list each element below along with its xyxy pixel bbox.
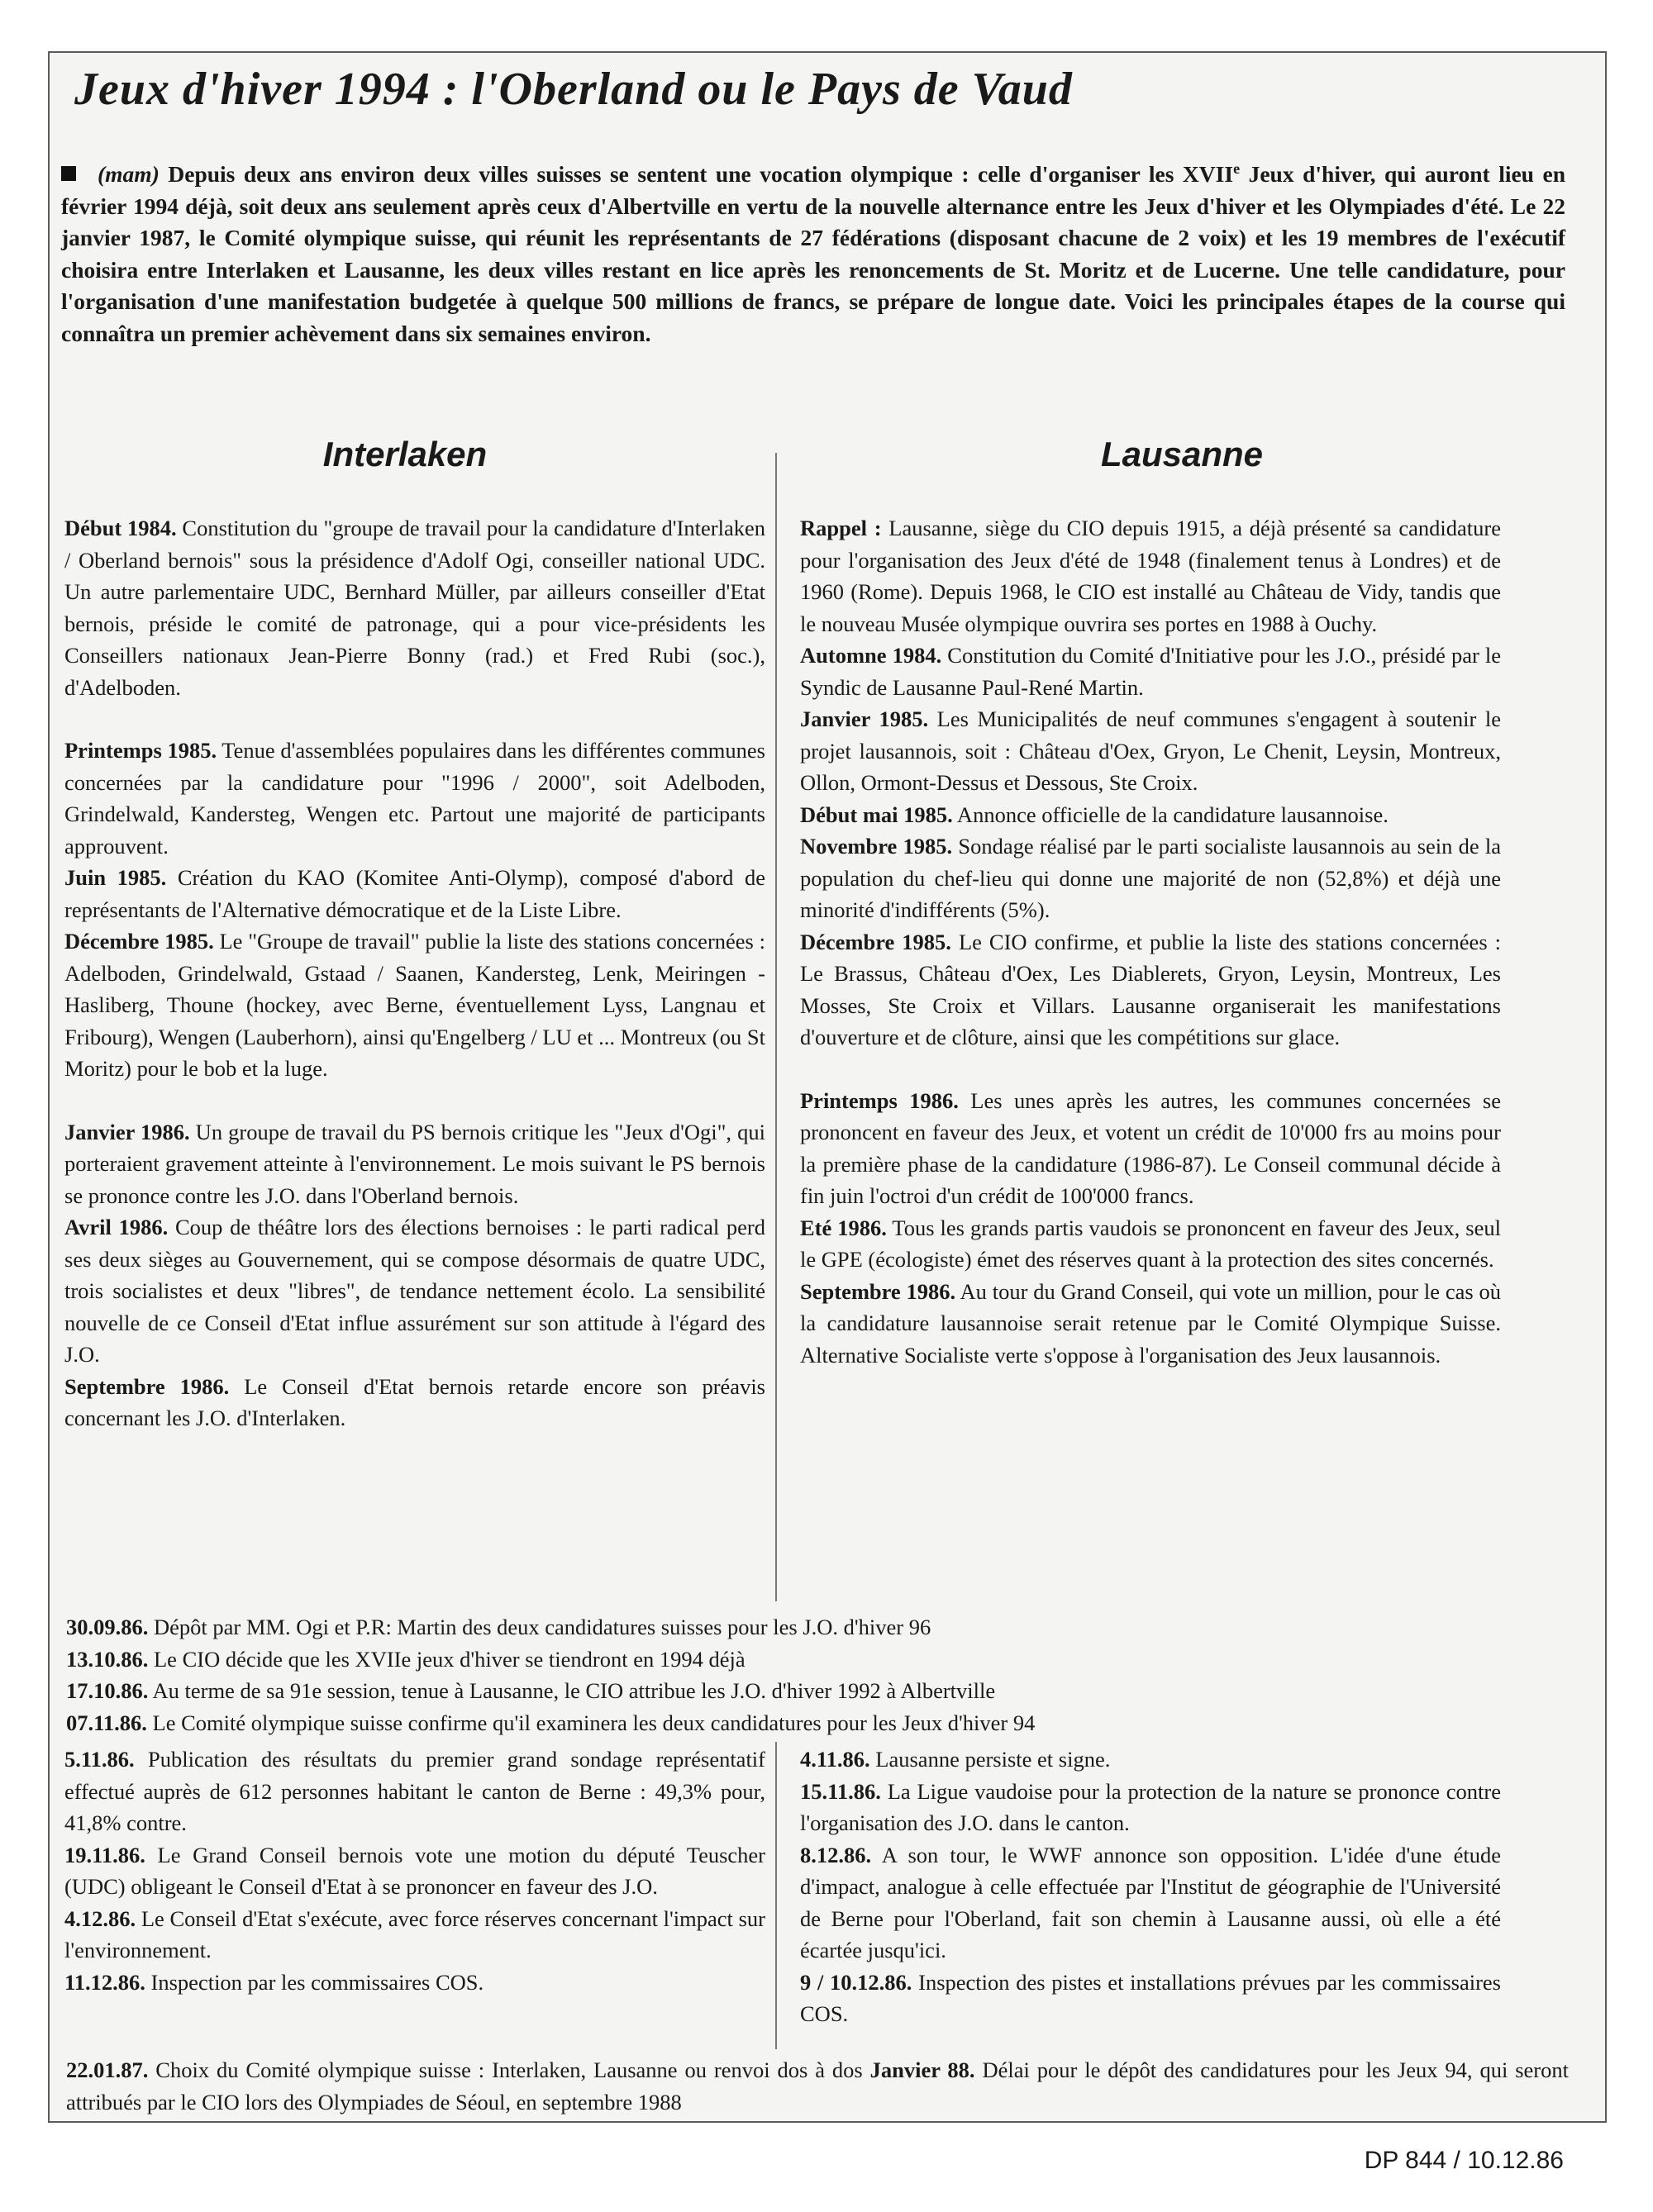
article-title: Jeux d'hiver 1994 : l'Oberland ou le Pays de Vaud: [74, 64, 1073, 115]
entry-date: Juin 1985.: [64, 865, 167, 890]
final-text-1: Choix du Comité olympique suisse : Interlaken, Lausanne ou renvoi dos à dos: [148, 2057, 870, 2082]
timeline-entry: [800, 1743, 1501, 1776]
final-date-2: Janvier 88.: [869, 2057, 975, 2082]
timeline-entry: [800, 1085, 1501, 1212]
timeline-entry: [64, 1839, 765, 1903]
entry-date: Septembre 1986.: [64, 1373, 230, 1399]
final-entry: [66, 2054, 1569, 2118]
entry-date: 9 / 10.12.86.: [800, 1969, 912, 1995]
intro-paragraph: [61, 159, 1565, 350]
entry-date: 5.11.86.: [64, 1747, 135, 1772]
entry-text: Au terme de sa 91e session, tenue à Lausanne, le CIO attribue les J.O. d'hiver 1992 à Albertville: [148, 1678, 996, 1703]
entry-text: Les Municipalités de neuf communes s'engagent à soutenir le projet lausannois, soit : Château d'Oex, Gryon, Le Chenit, Leysin, Montreux, Ollon, Ormont-Dessus et Dessous, Ste Croix.: [800, 706, 1501, 795]
entry-date: 19.11.86.: [64, 1842, 145, 1867]
timeline-entry: [800, 1967, 1501, 2030]
timeline-entry: [64, 1371, 765, 1434]
entry-text: Tous les grands partis vaudois se prononcent en faveur des Jeux, seul le GPE (écologiste) émet des réserves quant à la protection des sites concernés.: [800, 1215, 1501, 1272]
timeline-entry: [800, 512, 1501, 640]
intro-text-2: Jeux d'hiver, qui auront lieu en février 1994 déjà, soit deux ans seulement après ceux d'Albertville en vertu de la nouvelle alternance entre les Jeux d'hiver et les Olympiades d'été. Le 22 janvier 1987, le Comité olympique suisse, qui réunit les représentants de 27 fédérations (disposant chacune de 2 voix) et les 19 membres de l'exécutif choisira entre Interlaken et Lausanne, les deux villes restant en lice après les renoncements de St. Moritz et de Lucerne. Une telle candidature, pour l'organisation d'une manifestation budgetée à quelque 500 millions de francs, se prépare de longue date. Voici les principales étapes de la course qui connaîtra un premier achèvement dans six semaines environ.: [61, 161, 1565, 346]
intro-sup: e: [1233, 159, 1241, 177]
entry-text: Tenue d'assemblées populaires dans les différentes communes concernées par la candidature pour "1996 / 2000", soit Adelboden, Grindelwald, Kandersteg, Wengen etc. Partout une majorité de participants approuvent.: [64, 738, 765, 859]
entry-date: Rappel :: [800, 516, 882, 540]
entry-text: Lausanne persiste et signe.: [869, 1747, 1111, 1772]
entry-text: Le "Groupe de travail" publie la liste des stations concernées : Adelboden, Grindelwald, Gstaad / Saanen, Kandersteg, Lenk, Meiringen - Hasliberg, Thoune (hockey, avec Berne, éventuellement Lyss, Langnau et Fribourg), Wengen (Lauberhorn), ainsi qu'Engelberg / LU et ... Montreux (ou St Moritz) pour le bob et la luge.: [64, 929, 766, 1081]
square-bullet-icon: [61, 166, 76, 181]
entry-date: Janvier 1985.: [800, 706, 929, 731]
timeline-entry: [800, 830, 1501, 926]
entry-date: 11.12.86.: [64, 1969, 145, 1995]
entry-text: Le CIO décide que les XVIIe jeux d'hiver se tiendront en 1994 déjà: [148, 1646, 746, 1672]
timeline-entry: [800, 703, 1501, 799]
timeline-entry: [800, 1212, 1501, 1276]
final-date-1: 22.01.87.: [66, 2057, 149, 2082]
entry-text: Publication des résultats du premier grand sondage représentatif effectué auprès de 612 personnes habitant le canton de Berne : 49,3% pour, 41,8% contre.: [64, 1747, 765, 1835]
entry-date: 30.09.86.: [66, 1615, 149, 1639]
entry-date: Avril 1986.: [64, 1215, 169, 1239]
timeline-entry: [800, 799, 1501, 831]
entry-text: Au tour du Grand Conseil, qui vote un million, pour le cas où la candidature lausannoise serait retenue par le Comité Olympique Suisse. Alternative Socialiste verte s'oppose à l'organisation des Jeux lausannois.: [800, 1278, 1501, 1368]
entry-text: Lausanne, siège du CIO depuis 1915, a déjà présenté sa candidature pour l'organisation des Jeux d'été de 1948 (finalement tenus à Londres) et de 1960 (Rome). Depuis 1968, le CIO est installé au Château de Vidy, tandis que le nouveau Musée olympique ouvrira ses portes en 1988 à Ouchy.: [800, 516, 1501, 636]
entry-text: Un groupe de travail du PS bernois critique les "Jeux d'Ogi", qui porteraient gravement atteinte à l'environnement. Le mois suivant le PS bernois se prononce contre les J.O. dans l'Oberland bernois.: [64, 1119, 765, 1208]
entry-date: Automne 1984.: [800, 643, 942, 668]
entry-date: Décembre 1985.: [64, 929, 214, 954]
entry-text: Constitution du Comité d'Initiative pour les J.O., présidé par le Syndic de Lausanne Paul-René Martin.: [800, 643, 1501, 700]
entry-date: 07.11.86.: [66, 1710, 147, 1735]
entry-date: Printemps 1985.: [64, 738, 217, 763]
entry-text: Le Comité olympique suisse confirme qu'il examinera les deux candidatures pour les Jeux d'hiver 94: [146, 1710, 1036, 1735]
timeline-entry: [64, 1211, 765, 1371]
entry-date: Janvier 1986.: [64, 1119, 190, 1144]
interlaken-timeline: [64, 512, 765, 1434]
lausanne-timeline: [800, 512, 1501, 1371]
timeline-entry: [64, 512, 765, 703]
entry-text: Inspection des pistes et installations prévues par les commissaires COS.: [800, 1969, 1501, 2026]
entry-text: La Ligue vaudoise pour la protection de la nature se prononce contre l'organisation des J.O. dans le canton.: [800, 1778, 1501, 1835]
entry-date: Eté 1986.: [800, 1215, 887, 1240]
timeline-entry: [800, 1276, 1501, 1372]
entry-date: Novembre 1985.: [800, 834, 953, 859]
interlaken-timeline-late: [64, 1743, 765, 1998]
page-reference: DP 844 / 10.12.86: [1364, 2147, 1564, 2174]
entry-date: 4.12.86.: [64, 1905, 136, 1931]
timeline-entry: [66, 1707, 1569, 1739]
timeline-entry: [64, 735, 765, 862]
entry-date: 15.11.86.: [800, 1778, 881, 1804]
entry-date: Printemps 1986.: [800, 1087, 959, 1113]
entry-text: Le Conseil d'Etat s'exécute, avec force réserves concernant l'impact sur l'environnement.: [64, 1905, 765, 1962]
lausanne-heading: Lausanne: [1100, 435, 1264, 473]
entry-text: Les unes après les autres, les communes concernées se prononcent en faveur des Jeux, et votent un crédit de 10'000 frs au moins pour la première phase de la candidature (1986-87). Le Conseil communal décide à fin juin l'octroi d'un crédit de 100'000 francs.: [800, 1087, 1501, 1208]
entry-text: Le Grand Conseil bernois vote une motion du député Teuscher (UDC) obligeant le Conseil d'Etat à se prononcer en faveur des J.O.: [64, 1842, 765, 1899]
entry-text: A son tour, le WWF annonce son opposition. L'idée d'une étude d'impact, analogue à celle effectuée par l'Institut de géographie de l'Université de Berne pour l'Oberland, fait son chemin à Lausanne aussi, où elle a été écartée jusqu'ici.: [800, 1842, 1501, 1962]
timeline-entry: [64, 925, 765, 1085]
timeline-entry: [64, 1967, 765, 1999]
entry-date: 8.12.86.: [800, 1842, 872, 1867]
entry-date: Septembre 1986.: [800, 1278, 956, 1304]
intro-text-1: Depuis deux ans environ deux villes suisses se sentent une vocation olympique : celle d'organiser les XVII: [168, 161, 1234, 187]
timeline-entry: [800, 640, 1501, 703]
entry-date: 13.10.86.: [66, 1646, 149, 1672]
timeline-entry: [800, 1776, 1501, 1839]
entry-text: Le CIO confirme, et publie la liste des stations concernées : Le Brassus, Château d'Oex, Les Diablerets, Gryon, Leysin, Montreux, Les Mosses, Ste Croix et Villars. Lausanne organiserait les manifestations d'ouverture et de clôture, ainsi que les compétitions sur glace.: [800, 929, 1502, 1049]
timeline-entry: [66, 1675, 1569, 1707]
interlaken-heading: Interlaken: [322, 435, 488, 473]
timeline-entry: [800, 926, 1501, 1054]
entry-text: Coup de théâtre lors des élections bernoises : le parti radical perd ses deux sièges au Gouvernement, qui se compose désormais de quatre UDC, trois socialistes et deux "libres", de tendance nettement écolo. La sensibilité nouvelle de ce Conseil d'Etat influe assurément sur son attitude à l'égard des J.O.: [64, 1215, 765, 1367]
final-text-2: Délai pour le dépôt des candidatures pour les Jeux 94, qui seront attribués par le CIO lors des Olympiades de Séoul, en septembre 1988: [66, 2057, 1569, 2114]
entry-text: Constitution du "groupe de travail pour la candidature d'Interlaken / Oberland bernois" sous la présidence d'Adolf Ogi, conseiller national UDC. Un autre parlementaire UDC, Bernhard Müller, par ailleurs conseiller d'Etat bernois, préside le comité de patronage, qui a pour vice-présidents les Conseillers nationaux Jean-Pierre Bonny (rad.) et Fred Rubi (soc.), d'Adelboden.: [64, 516, 765, 700]
lausanne-timeline-late: [800, 1743, 1501, 2030]
entry-text: Le Conseil d'Etat bernois retarde encore son préavis concernant les J.O. d'Interlaken.: [64, 1373, 765, 1430]
timeline-entry: [64, 1743, 765, 1839]
entry-text: Annonce officielle de la candidature lausannoise.: [952, 802, 1389, 827]
timeline-entry: [64, 862, 765, 925]
entry-date: Décembre 1985.: [800, 929, 951, 954]
entry-date: Début mai 1985.: [800, 802, 953, 827]
timeline-entry: [64, 1116, 765, 1212]
timeline-entry: [66, 1644, 1569, 1676]
timeline-entry: [64, 1903, 765, 1967]
entry-text: Création du KAO (Komitee Anti-Olymp), composé d'abord de représentants de l'Alternative démocratique et de la Liste Libre.: [64, 865, 765, 922]
entry-date: Début 1984.: [64, 516, 177, 540]
shared-timeline: [66, 1611, 1569, 1739]
entry-text: Dépôt par MM. Ogi et P.R: Martin des deux candidatures suisses pour les J.O. d'hiver 96: [148, 1615, 931, 1639]
entry-date: 4.11.86.: [800, 1747, 870, 1772]
entry-text: Inspection par les commissaires COS.: [145, 1969, 484, 1995]
column-divider-bottom: [775, 1742, 777, 2049]
author-tag: (mam): [98, 161, 160, 187]
entry-date: 17.10.86.: [66, 1678, 149, 1703]
entry-text: Sondage réalisé par le parti socialiste lausannois au sein de la population du chef-lieu qui donne une majorité de non (52,8%) et déjà une minorité d'indifférents (5%).: [800, 834, 1501, 922]
timeline-entry: [800, 1839, 1501, 1967]
timeline-entry: [66, 1611, 1569, 1644]
column-divider-top: [775, 453, 777, 1601]
